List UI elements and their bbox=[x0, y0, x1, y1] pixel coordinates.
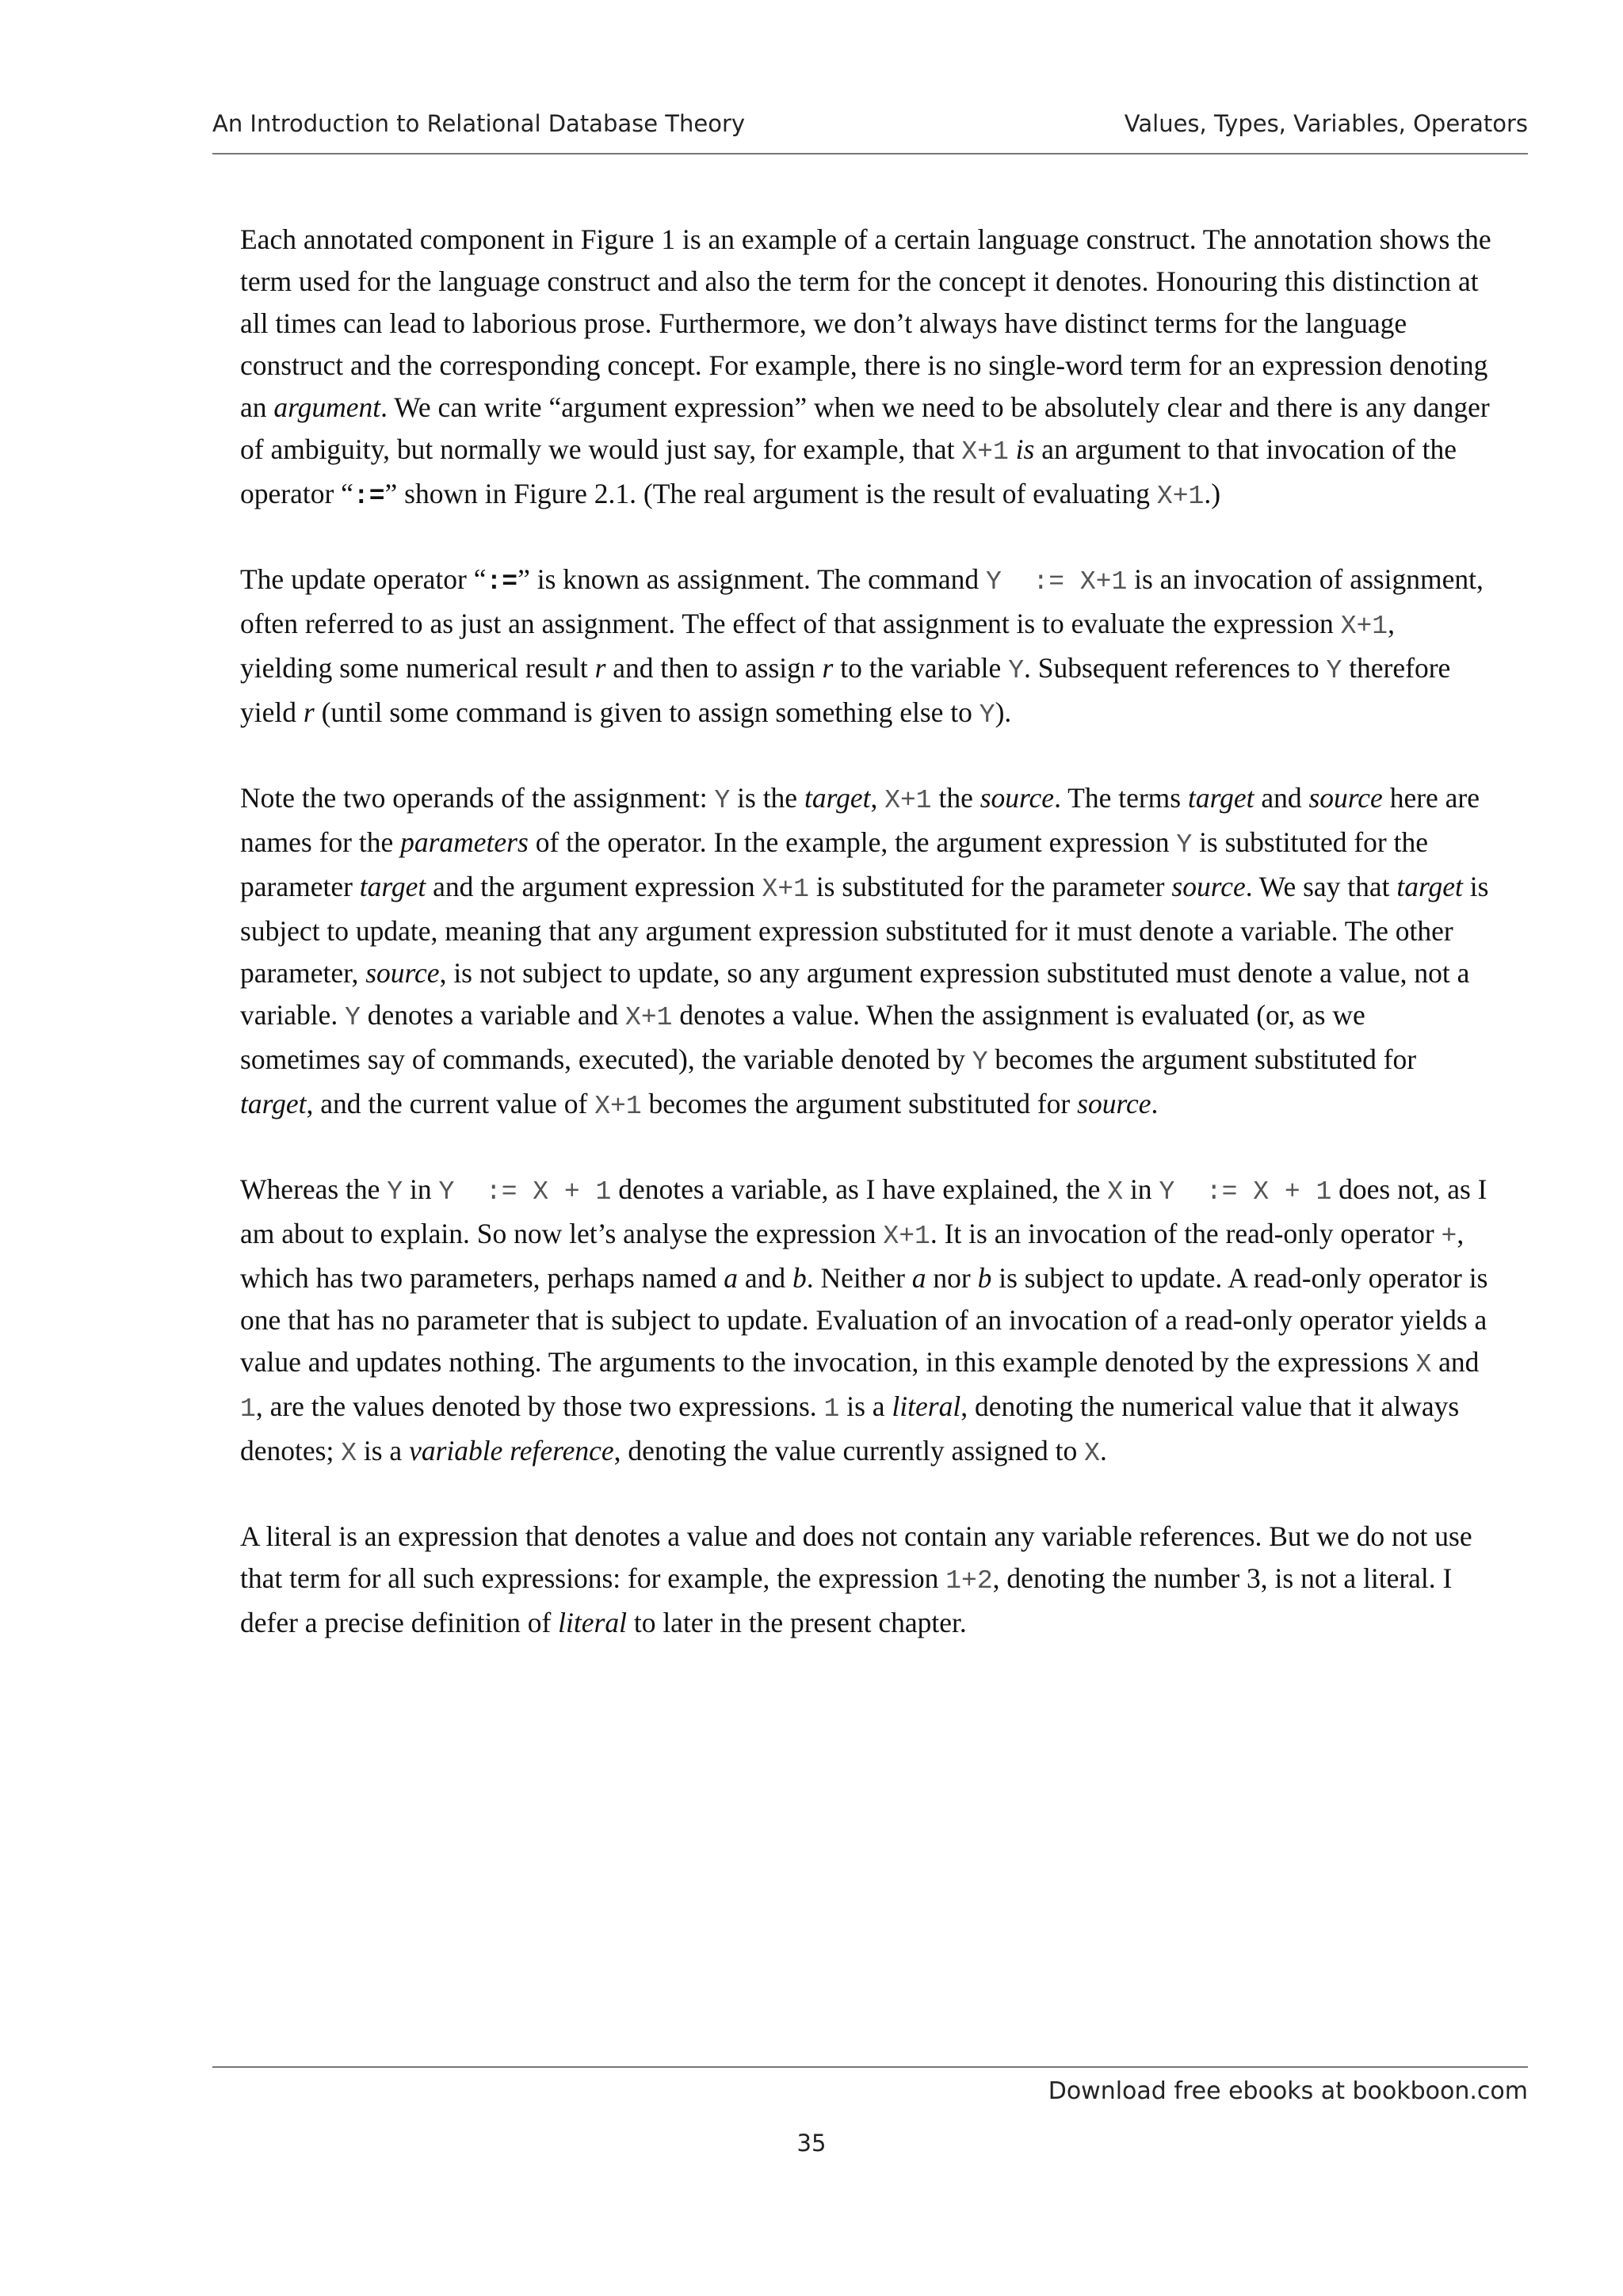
text-run: Note the two operands of the assignment: bbox=[240, 782, 715, 814]
emphasis: source bbox=[1308, 782, 1383, 814]
code-inline: + bbox=[1441, 1222, 1457, 1251]
emphasis: source bbox=[1077, 1088, 1151, 1119]
text-run: and the argument expression bbox=[426, 871, 762, 902]
code-inline: X+1 bbox=[594, 1092, 642, 1121]
code-inline: X+1 bbox=[1340, 612, 1388, 641]
text-run: and bbox=[1431, 1346, 1480, 1378]
code-inline: Y bbox=[345, 1003, 361, 1032]
body-text bbox=[240, 219, 1492, 1644]
text-run: .) bbox=[1204, 478, 1221, 509]
emphasis: source bbox=[1171, 871, 1246, 902]
emphasis: literal bbox=[558, 1607, 627, 1638]
paragraph-2 bbox=[240, 559, 1492, 736]
book-title: An Introduction to Relational Database Theory bbox=[212, 110, 746, 137]
footer-divider bbox=[212, 2066, 1528, 2068]
text-run: Each annotated component in Figure 1 is an example of a certain language construct. The annotation shows the term used for the language construct and also the term for the concept it denotes. Honouring this distinction at all times can lead to laborious prose. Furthermore, we don’t always have distinct terms for the language construct and the corresponding concept. For example, there is no single-word term for an expression denoting an bbox=[240, 223, 1491, 423]
emphasis: r bbox=[303, 696, 315, 728]
code-inline: 1 bbox=[240, 1394, 256, 1424]
text-run: . bbox=[1151, 1088, 1159, 1119]
text-run: ” shown in Figure 2.1. (The real argument is the result of evaluating bbox=[384, 478, 1157, 509]
text-run: . bbox=[1099, 1435, 1107, 1466]
text-run: and bbox=[737, 1262, 792, 1294]
code-inline: Y bbox=[387, 1177, 403, 1207]
emphasis: r bbox=[594, 652, 606, 684]
text-run: the bbox=[931, 782, 980, 814]
chapter-title: Values, Types, Variables, Operators bbox=[1124, 110, 1528, 137]
text-run: in bbox=[1123, 1173, 1159, 1205]
text-run: . Subsequent references to bbox=[1024, 652, 1327, 684]
code-inline: := bbox=[353, 482, 385, 511]
code-inline: Y := X + 1 bbox=[1159, 1177, 1332, 1207]
emphasis: target bbox=[1187, 782, 1254, 814]
text-run: denotes a variable and bbox=[360, 999, 626, 1031]
emphasis: target bbox=[1396, 871, 1463, 902]
emphasis: b bbox=[792, 1262, 807, 1294]
text-run: is a bbox=[839, 1390, 892, 1422]
emphasis: a bbox=[911, 1262, 926, 1294]
text-run: is an invocation of assignment, often referred to as just an assignment. The effect of that assignment is to evaluate the expression bbox=[240, 563, 1484, 639]
text-run: , are the values denoted by those two expressions. bbox=[255, 1390, 824, 1422]
code-inline: X bbox=[1084, 1439, 1100, 1468]
text-run: an argument to that invocation of the operator “ bbox=[240, 433, 1457, 509]
code-inline: X+1 bbox=[762, 875, 809, 904]
code-inline: Y := X+1 bbox=[986, 567, 1128, 597]
text-run: , bbox=[870, 782, 885, 814]
emphasis: is bbox=[1015, 433, 1035, 465]
code-inline: X+1 bbox=[884, 786, 932, 815]
text-run: is subject to update. A read-only operator is one that has no parameter that is subject to update. Evaluation of an invocation of a read-only operator yields a value and updates nothing. The arguments to the invocation, in this example denoted by the expressions bbox=[240, 1262, 1488, 1378]
text-run: ” is known as assignment. The command bbox=[517, 563, 987, 595]
paragraph-5 bbox=[240, 1516, 1492, 1644]
code-inline: X+1 bbox=[625, 1003, 673, 1032]
text-run: becomes the argument substituted for bbox=[641, 1088, 1078, 1119]
text-run: is the bbox=[730, 782, 804, 814]
text-run: The update operator “ bbox=[240, 563, 487, 595]
code-inline: 1 bbox=[823, 1394, 840, 1424]
code-inline: Y bbox=[1326, 656, 1342, 685]
code-inline: X bbox=[1415, 1350, 1432, 1379]
code-inline: X bbox=[341, 1439, 357, 1468]
code-inline: Y bbox=[972, 1047, 988, 1077]
code-inline: X+1 bbox=[1156, 482, 1205, 511]
text-run: , denoting the numerical value that it always denotes; bbox=[240, 1390, 1460, 1466]
text-run: is substituted for the parameter bbox=[808, 871, 1172, 902]
code-inline: 1+2 bbox=[945, 1566, 993, 1596]
text-run: , which has two parameters, perhaps named bbox=[240, 1218, 1465, 1294]
text-run: is substituted for the parameter bbox=[240, 826, 1428, 902]
emphasis: b bbox=[977, 1262, 992, 1294]
text-run bbox=[1009, 433, 1016, 465]
text-run: , denoting the number 3, is not a literal. I defer a precise definition of bbox=[240, 1562, 1453, 1638]
text-run: does not, as I am about to explain. So now let’s analyse the expression bbox=[240, 1173, 1487, 1249]
text-run: in bbox=[403, 1173, 439, 1205]
code-inline: X+1 bbox=[883, 1222, 930, 1251]
header-divider bbox=[212, 153, 1528, 154]
text-run: denotes a value. When the assignment is evaluated (or, as we sometimes say of commands, executed), the variable denoted by bbox=[240, 999, 1365, 1075]
text-run: Whereas the bbox=[240, 1173, 388, 1205]
text-run: becomes the argument substituted for bbox=[987, 1043, 1417, 1075]
emphasis: source bbox=[365, 957, 440, 989]
text-run: to the variable bbox=[833, 652, 1009, 684]
bookboon-download-link[interactable]: Download free ebooks at bookboon.com bbox=[1048, 2077, 1528, 2105]
code-inline: X bbox=[1107, 1177, 1124, 1207]
text-run: . We can write “argument expression” when we need to be absolutely clear and there is any danger of ambiguity, but normally we would just say, for example, that bbox=[240, 391, 1490, 465]
emphasis: literal bbox=[892, 1390, 961, 1422]
text-run: denotes a variable, as I have explained, the bbox=[611, 1173, 1108, 1205]
text-run: of the operator. In the example, the argument expression bbox=[528, 826, 1177, 858]
text-run: nor bbox=[926, 1262, 978, 1294]
running-header bbox=[212, 110, 1528, 154]
code-inline: Y := X + 1 bbox=[438, 1177, 612, 1207]
emphasis: parameters bbox=[400, 826, 529, 858]
code-inline: := bbox=[486, 567, 518, 597]
text-run: (until some command is given to assign something else to bbox=[314, 696, 980, 728]
code-inline: Y bbox=[1008, 656, 1024, 685]
text-run: . Neither bbox=[806, 1262, 912, 1294]
code-inline: X+1 bbox=[961, 437, 1009, 467]
text-run: therefore yield bbox=[240, 652, 1451, 728]
text-run: to later in the present chapter. bbox=[626, 1607, 967, 1638]
paragraph-4 bbox=[240, 1169, 1492, 1474]
emphasis: target bbox=[240, 1088, 307, 1119]
paragraph-3 bbox=[240, 777, 1492, 1127]
text-run: . The terms bbox=[1054, 782, 1188, 814]
code-inline: Y bbox=[979, 700, 995, 730]
text-run: here are names for the bbox=[240, 782, 1480, 858]
text-run: , denoting the value currently assigned to bbox=[613, 1435, 1085, 1466]
emphasis: r bbox=[822, 652, 834, 684]
emphasis: source bbox=[980, 782, 1055, 814]
text-run: , yielding some numerical result bbox=[240, 608, 1395, 684]
paragraph-1 bbox=[240, 219, 1492, 517]
text-run: . We say that bbox=[1245, 871, 1397, 902]
text-run: and then to assign bbox=[605, 652, 823, 684]
emphasis: argument bbox=[273, 391, 381, 423]
text-run: is a bbox=[357, 1435, 410, 1466]
page-number: 35 bbox=[796, 2130, 827, 2157]
code-inline: Y bbox=[714, 786, 731, 815]
emphasis: variable reference bbox=[409, 1435, 614, 1466]
code-inline: Y bbox=[1176, 830, 1193, 860]
text-run: and bbox=[1254, 782, 1309, 814]
emphasis: a bbox=[724, 1262, 738, 1294]
text-run: . It is an invocation of the read-only operator bbox=[930, 1218, 1442, 1249]
text-run: A literal is an expression that denotes a value and does not contain any variable references. But we do not use that term for all such expressions: for example, the expression bbox=[240, 1520, 1472, 1594]
emphasis: target bbox=[359, 871, 426, 902]
text-run: ). bbox=[995, 696, 1012, 728]
emphasis: target bbox=[804, 782, 871, 814]
text-run: is subject to update, meaning that any argument expression substituted for it must denote a variable. The other parameter, bbox=[240, 871, 1489, 989]
text-run: , and the current value of bbox=[306, 1088, 595, 1119]
text-run: , is not subject to update, so any argument expression substituted must denote a value, not a variable. bbox=[240, 957, 1470, 1031]
